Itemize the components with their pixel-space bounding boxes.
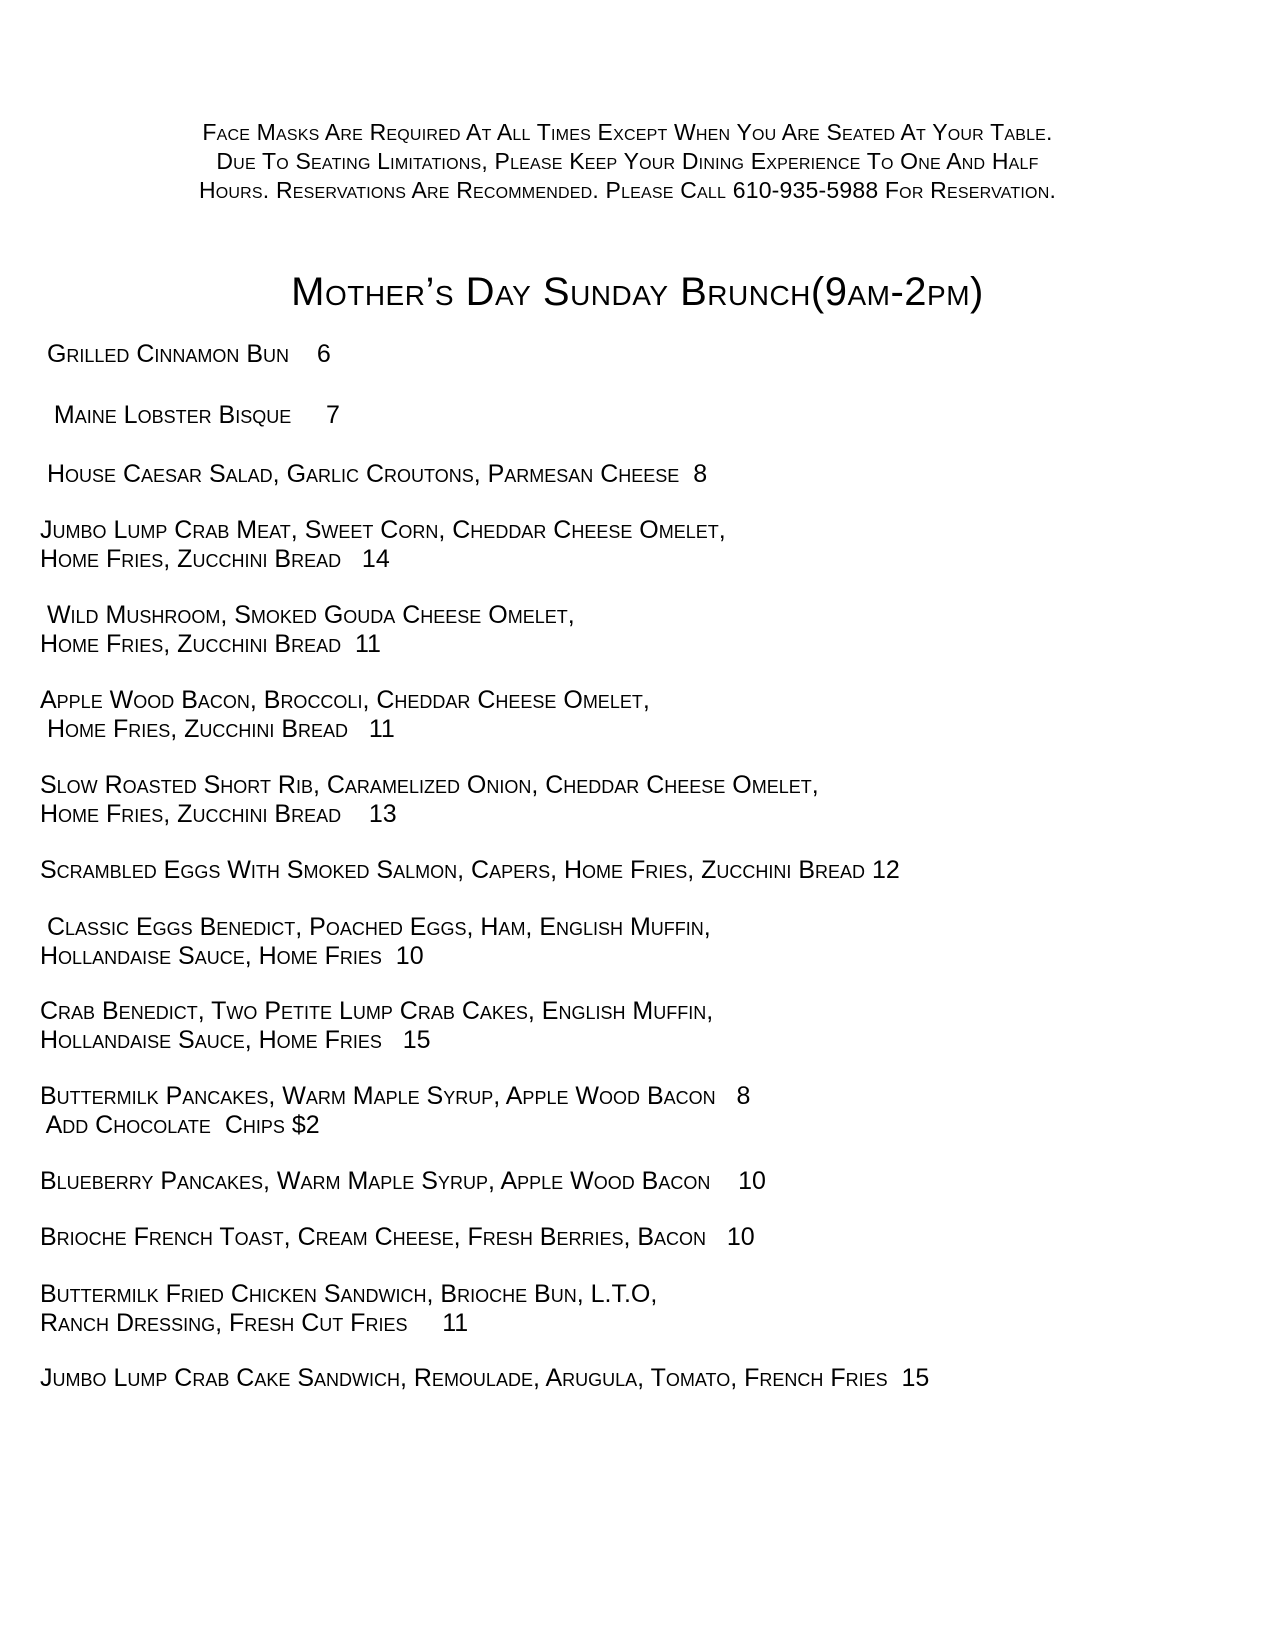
menu-item-line: Hollandaise Sauce, Home Fries 15 — [40, 1026, 431, 1054]
menu-item — [40, 686, 1230, 744]
menu-item-line: Scrambled Eggs With Smoked Salmon, Capers, Home Fries, Zucchini Bread 12 — [40, 856, 900, 884]
menu-item-line: Classic Eggs Benedict, Poached Eggs, Ham, English Muffin, — [40, 913, 711, 941]
notice-line: Hours. Reservations Are Recommended. Please Call 610-935-5988 For Reservation. — [198, 177, 1057, 203]
notice-block — [40, 118, 1215, 205]
menu-item — [40, 856, 1230, 885]
menu-item-line: Apple Wood Bacon, Broccoli, Cheddar Cheese Omelet, — [40, 686, 650, 714]
menu-item-line: Home Fries, Zucchini Bread 11 — [40, 715, 395, 743]
menu-item — [40, 340, 1230, 369]
menu-item-line: Jumbo Lump Crab Meat, Sweet Corn, Cheddar Cheese Omelet, — [40, 516, 726, 544]
menu-item — [40, 601, 1230, 659]
menu-item-line: Home Fries, Zucchini Bread 13 — [40, 800, 397, 828]
menu-item-line: Crab Benedict, Two Petite Lump Crab Cakes, English Muffin, — [40, 997, 714, 1025]
menu-item-line: Buttermilk Fried Chicken Sandwich, Brioche Bun, L.T.O, — [40, 1280, 658, 1308]
menu-item — [40, 1364, 1230, 1393]
menu-item — [40, 997, 1230, 1055]
menu-item-line: Jumbo Lump Crab Cake Sandwich, Remoulade, Arugula, Tomato, French Fries 15 — [40, 1364, 930, 1392]
menu-item — [40, 460, 1230, 489]
menu-item-line: Grilled Cinnamon Bun 6 — [40, 340, 331, 368]
menu-item — [40, 401, 1230, 430]
menu-item — [40, 1167, 1230, 1196]
menu-item — [40, 516, 1230, 574]
menu-item — [40, 1280, 1230, 1338]
menu-item-line: House Caesar Salad, Garlic Croutons, Parmesan Cheese 8 — [40, 460, 708, 488]
menu-item-line: Ranch Dressing, Fresh Cut Fries 11 — [40, 1309, 469, 1337]
menu-item-line: Brioche French Toast, Cream Cheese, Fresh Berries, Bacon 10 — [40, 1223, 755, 1251]
menu-item — [40, 1082, 1230, 1140]
menu-item-line: Maine Lobster Bisque 7 — [40, 401, 340, 429]
notice-line: Due To Seating Limitations, Please Keep Your Dining Experience To One And Half — [216, 148, 1039, 174]
menu-item-line: Wild Mushroom, Smoked Gouda Cheese Omelet, — [40, 601, 575, 629]
menu-item-line: Home Fries, Zucchini Bread 14 — [40, 545, 390, 573]
menu-item-line: Hollandaise Sauce, Home Fries 10 — [40, 942, 424, 970]
menu-item — [40, 771, 1230, 829]
menu-item — [40, 1223, 1230, 1252]
menu-item-line: Slow Roasted Short Rib, Caramelized Onion, Cheddar Cheese Omelet, — [40, 771, 819, 799]
menu-item-line: Add Chocolate Chips $2 — [40, 1111, 320, 1139]
menu-item-line: Blueberry Pancakes, Warm Maple Syrup, Apple Wood Bacon 10 — [40, 1167, 766, 1195]
menu-item-line: Buttermilk Pancakes, Warm Maple Syrup, Apple Wood Bacon 8 — [40, 1082, 751, 1110]
menu-item-line: Home Fries, Zucchini Bread 11 — [40, 630, 381, 658]
notice-line: Face Masks Are Required At All Times Except When You Are Seated At Your Table. — [202, 119, 1053, 145]
menu-item — [40, 913, 1230, 971]
menu-title: Mother’s Day Sunday Brunch(9am-2pm) — [291, 270, 984, 314]
